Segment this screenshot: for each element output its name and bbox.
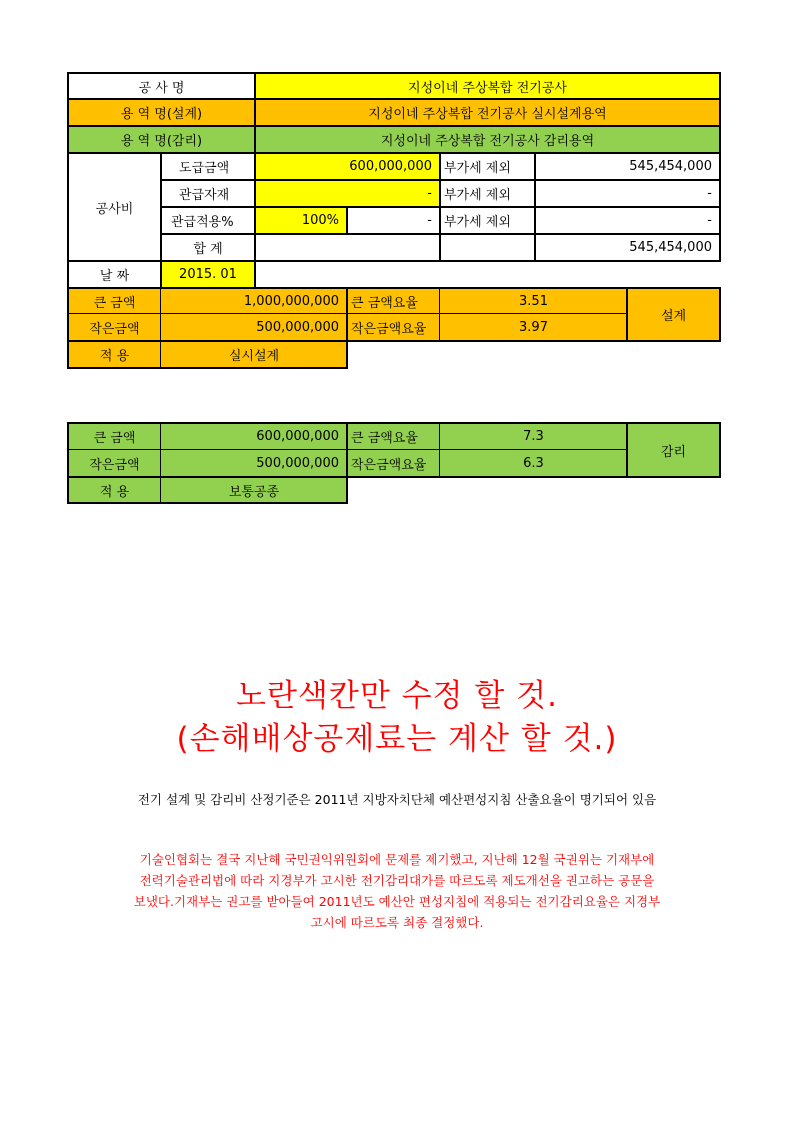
design-tag: 설계 — [627, 288, 720, 341]
supervision-small-rate-value: 6.3 — [440, 450, 627, 477]
contract-amount-value[interactable]: 600,000,000 — [255, 153, 440, 180]
news-line-1: 기술인협회는 결국 지난해 국민권익위원회에 문제를 제기했고, 지난해 12월 국권위는 기재부에 — [139, 852, 655, 867]
government-rate-vat-excluded: - — [707, 213, 712, 228]
news-line-4: 고시에 따르도록 최종 결정했다. — [310, 915, 484, 930]
supervision-apply-label: 적 용 — [68, 477, 161, 503]
design-service-label: 용 역 명(설계) — [68, 99, 255, 126]
supervision-big-rate-value: 7.3 — [440, 423, 627, 450]
vat-excluded-label: 부가세 제외 — [444, 161, 511, 176]
design-service-value: 지성이네 주상복합 전기공사 실시설계용역 — [255, 99, 720, 126]
design-big-amount-label: 큰 금액 — [68, 288, 161, 314]
supervision-big-amount-value: 600,000,000 — [161, 423, 347, 450]
government-rate-value[interactable]: 100% — [255, 207, 347, 234]
design-big-rate-value: 3.51 — [440, 288, 627, 314]
design-apply-value: 실시설계 — [161, 341, 347, 368]
design-big-rate-label: 큰 금액요율 — [347, 288, 440, 314]
government-rate-label: 관급적용% — [171, 215, 234, 230]
design-big-amount-value: 1,000,000,000 — [161, 288, 347, 314]
design-small-rate-label: 작은금액요율 — [347, 314, 440, 341]
supervision-big-amount-label: 큰 금액 — [68, 423, 161, 450]
basis-note: 전기 설계 및 감리비 산정기준은 2011년 지방자치단체 예산편성지침 산출요율이 명기되어 있음 — [137, 792, 657, 807]
government-rate-amount: - — [427, 213, 432, 228]
total-value: 545,454,000 — [629, 240, 712, 255]
supervision-service-value: 지성이네 주상복합 전기공사 감리용역 — [255, 126, 720, 153]
cost-group-label: 공사비 — [95, 201, 134, 217]
supervision-small-rate-label: 작은금액요율 — [347, 450, 440, 477]
government-materials-value[interactable]: - — [255, 180, 440, 207]
news-paragraph — [70, 849, 724, 933]
date-label: 날 짜 — [99, 269, 130, 284]
design-small-amount-value: 500,000,000 — [161, 314, 347, 341]
supervision-service-label: 용 역 명(감리) — [68, 126, 255, 153]
design-small-amount-label: 작은금액 — [68, 314, 161, 341]
contract-amount-vat-excluded: 545,454,000 — [629, 159, 712, 174]
total-label: 합 계 — [193, 242, 223, 257]
notice-edit-yellow-only: 노란색칸만 수정 할 것. — [236, 678, 558, 714]
news-line-2: 전력기술관리법에 따라 지경부가 고시한 전기감리대가를 따르도록 제도개선을 권고하는 공문을 — [139, 873, 655, 888]
vat-excluded-label: 부가세 제외 — [444, 188, 511, 203]
design-apply-label: 적 용 — [68, 341, 161, 368]
supervision-tag: 감리 — [627, 423, 720, 477]
supervision-apply-value: 보통공종 — [161, 477, 347, 503]
contract-amount-label: 도급금액 — [179, 161, 230, 176]
supervision-small-amount-value: 500,000,000 — [161, 450, 347, 477]
design-small-rate-value: 3.97 — [440, 314, 627, 341]
date-value[interactable]: 2015. 01 — [161, 261, 255, 288]
supervision-big-rate-label: 큰 금액요율 — [347, 423, 440, 450]
vat-excluded-label: 부가세 제외 — [444, 215, 511, 230]
government-materials-label: 관급자재 — [179, 188, 230, 203]
news-line-3: 보냈다.기재부는 권고를 받아들여 2011년도 예산안 편성지침에 적용되는 전기감리요율은 지경부 — [133, 894, 661, 909]
project-name-label: 공 사 명 — [138, 80, 185, 96]
notice-calc-insurance: (손해배상공제료는 계산 할 것.) — [176, 721, 618, 757]
project-name-value[interactable]: 지성이네 주상복합 전기공사 — [255, 73, 720, 99]
supervision-small-amount-label: 작은금액 — [68, 450, 161, 477]
government-materials-vat-excluded: - — [707, 186, 712, 201]
